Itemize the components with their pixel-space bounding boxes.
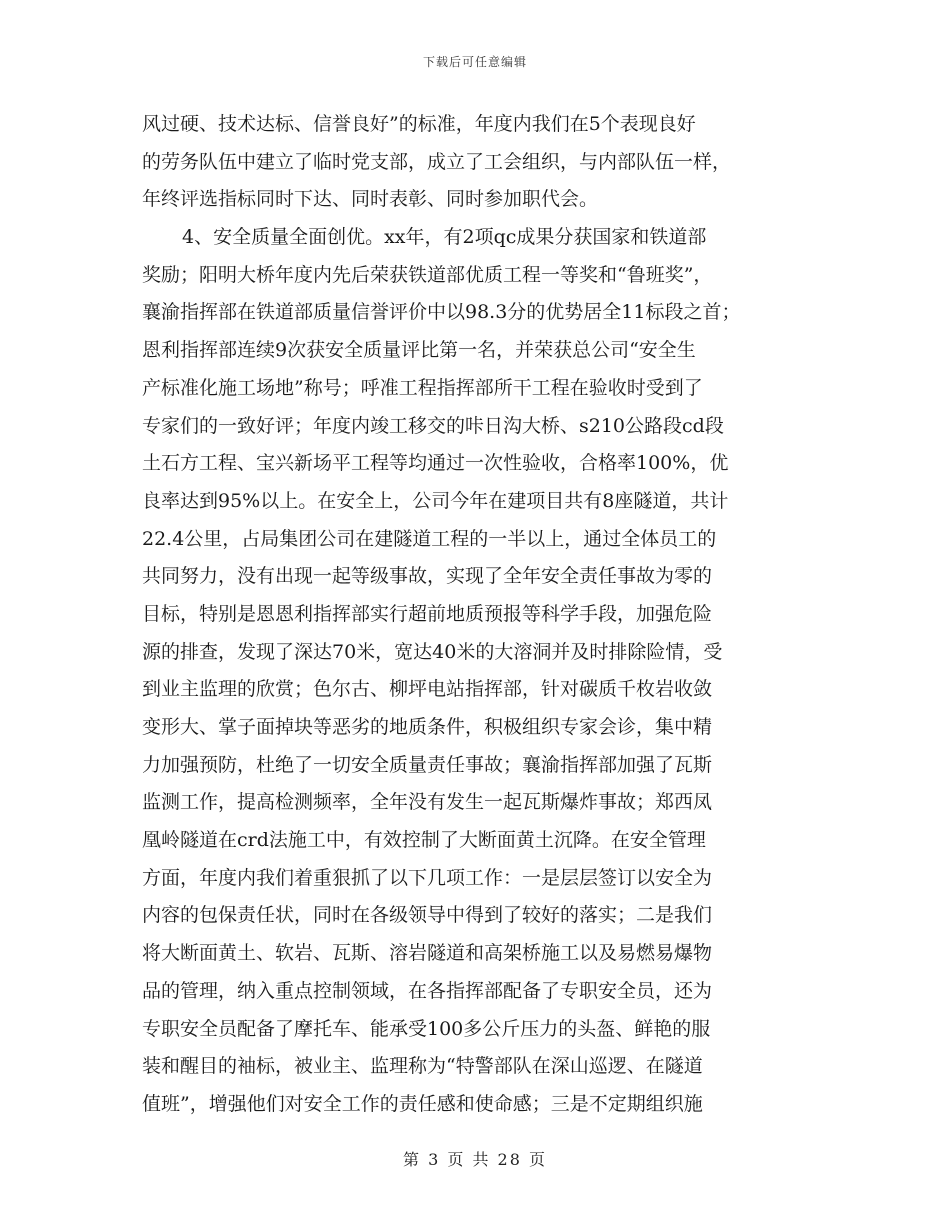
text-line: 年终评选指标同时下达、同时表彰、同时参加职代会。 <box>142 188 599 211</box>
text-line: 共同努力，没有出现一起等级事故，实现了全年安全责任事故为零的 <box>142 565 713 588</box>
text-line: 目标，特别是恩恩利指挥部实行超前地质预报等科学手段，加强危险 <box>142 602 713 625</box>
text-line: 监测工作，提高检测频率，全年没有发生一起瓦斯爆炸事故；郑西凤 <box>142 791 713 814</box>
page-number-footer: 第 3 页 共 28 页 <box>403 1150 547 1169</box>
text-line: 恩利指挥部连续9次获安全质量评比第一名，并荣获总公司“安全生 <box>142 339 696 362</box>
text-line: 风过硬、技术达标、信誉良好”的标准，年度内我们在5个表现良好 <box>142 113 696 135</box>
text-line: 专职安全员配备了摩托车、能承受100多公斤压力的头盔、鲜艳的服 <box>142 1017 711 1040</box>
text-line: 奖励；阳明大桥年度内先后荣获铁道部优质工程一等奖和“鲁班奖”， <box>142 263 713 286</box>
text-line: 变形大、掌子面掉块等恶劣的地质条件，积极组织专家会诊，集中精 <box>142 716 713 738</box>
text-line: 内容的包保责任状，同时在各级领导中得到了较好的落实；二是我们 <box>142 904 713 927</box>
text-line: 专家们的一致好评；年度内竣工移交的咔日沟大桥、s210公路段cd段 <box>142 414 724 437</box>
page-header: 下载后可任意编辑 <box>422 55 527 69</box>
text-line: 凰岭隧道在crd法施工中，有效控制了大断面黄土沉降。在安全管理 <box>142 829 706 852</box>
text-line: 到业主监理的欣赏；色尔古、柳坪电站指挥部，针对碳质千枚岩收敛 <box>142 678 713 701</box>
text-line: 产标准化施工场地”称号；呼准工程指挥部所干工程在验收时受到了 <box>142 376 703 399</box>
text-line: 源的排查，发现了深达70米，宽达40米的大溶洞并及时排除险情，受 <box>142 640 723 663</box>
text-line: 22.4公里，占局集团公司在建隧道工程的一半以上，通过全体员工的 <box>142 527 717 550</box>
text-line: 力加强预防，杜绝了一切安全质量责任事故；襄渝指挥部加强了瓦斯 <box>142 753 713 776</box>
text-line: 值班”，增强他们对安全工作的责任感和使命感；三是不定期组织施 <box>142 1092 703 1115</box>
text-line: 装和醒目的袖标，被业主、监理称为“特警部队在深山巡逻、在隧道 <box>142 1055 703 1078</box>
text-line: 的劳务队伍中建立了临时党支部，成立了工会组织，与内部队伍一样， <box>142 150 732 173</box>
text-line: 将大断面黄土、软岩、瓦斯、溶岩隧道和高架桥施工以及易燃易爆物 <box>142 942 713 965</box>
text-line: 土石方工程、宝兴新场平工程等均通过一次性验收，合格率100%，优 <box>142 452 729 475</box>
paragraph-start-line: 4、安全质量全面创优。xx年，有2项qc成果分获国家和铁道部 <box>182 226 707 249</box>
text-line: 品的管理，纳入重点控制领域，在各指挥部配备了专职安全员，还为 <box>142 979 713 1002</box>
document-body <box>142 106 808 1124</box>
text-line: 方面，年度内我们着重狠抓了以下几项工作：一是层层签订以安全为 <box>142 866 713 889</box>
text-line: 襄渝指挥部在铁道部质量信誉评价中以98.3分的优势居全11标段之首； <box>142 301 741 324</box>
text-line: 良率达到95%以上。在安全上，公司今年在建项目共有8座隧道，共计 <box>142 489 729 512</box>
